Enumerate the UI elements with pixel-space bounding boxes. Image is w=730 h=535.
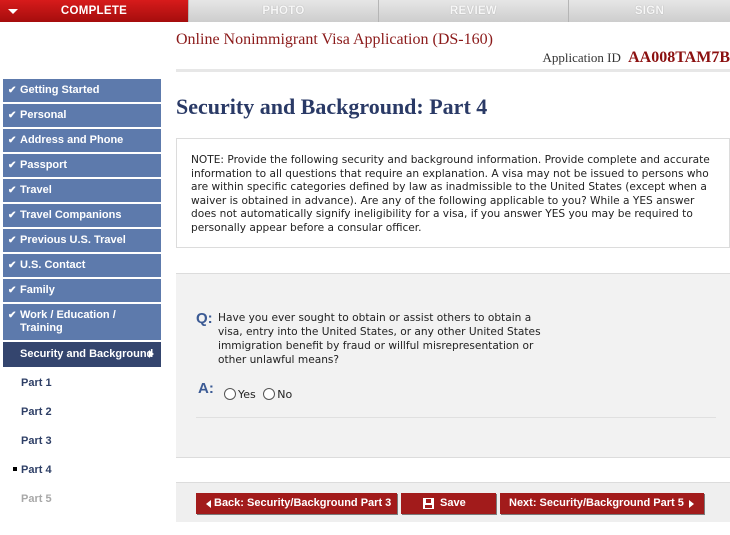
step-sign[interactable] (568, 0, 730, 22)
application-id-value: AA008TAM7B (628, 49, 730, 66)
sidebar-item-label: Getting Started (20, 84, 100, 96)
checkmark-icon: ✔ (8, 110, 17, 121)
sidebar-item-passport[interactable] (3, 154, 161, 179)
page-title: Security and Background: Part 4 (176, 94, 488, 119)
sidebar-item-address-phone[interactable] (3, 129, 161, 154)
save-button[interactable] (401, 493, 496, 514)
save-button-label: Save (440, 497, 466, 509)
step-review[interactable] (378, 0, 568, 22)
step-photo-label: PHOTO (262, 5, 305, 17)
checkmark-icon: ✔ (8, 235, 17, 246)
sidebar-item-security-background[interactable] (3, 342, 161, 369)
step-photo[interactable] (188, 0, 378, 22)
checkmark-icon: ✔ (8, 85, 17, 96)
sidebar-subitem-part-4[interactable] (3, 456, 161, 485)
sidebar-subitem-part-5: Part 5 (21, 493, 52, 505)
sidebar-item-label: Family (20, 284, 55, 296)
back-button-label: Back: Security/Background Part 3 (214, 497, 392, 509)
sidebar-subitem-part-3[interactable]: Part 3 (21, 435, 52, 447)
sidebar-item-label: Previous U.S. Travel (20, 234, 126, 246)
answer-option-no[interactable] (263, 388, 292, 401)
sidebar-item-label: Personal (20, 109, 67, 121)
question-label: Q: (196, 310, 213, 327)
sidebar-item-getting-started[interactable] (3, 79, 161, 104)
note-text: NOTE: Provide the following security and background information. Provide complete and accurate information to all questions that require an explanation. A visa may not be issued to persons who are within specific categories defined by law as inadmissible to the United States (except when a waiver is obtained in advance). Are any of the following applicable to you? While a YES answer does not automatically signify ineligibility for a visa, if you answer YES you may be required to personally appear before a consular officer. (191, 154, 710, 234)
next-button-label: Next: Security/Background Part 5 (509, 497, 684, 509)
question-text: Have you ever sought to obtain or assist others to obtain a visa, entry into the United States, or any other United States immigration benefit by fraud or willful misrepresentation or other unlawful means? (218, 312, 541, 366)
application-id (542, 49, 730, 67)
radio-yes-label: Yes (238, 387, 256, 401)
step-complete-label: COMPLETE (60, 5, 128, 17)
note-box (176, 138, 730, 248)
sidebar (3, 79, 161, 514)
radio-no[interactable] (263, 388, 275, 400)
question-panel (176, 273, 730, 458)
checkmark-icon: ✔ (8, 160, 17, 171)
sidebar-subitem-part-1[interactable]: Part 1 (21, 377, 52, 389)
sidebar-subitem-label: Part 4 (21, 464, 52, 476)
back-button[interactable] (196, 493, 397, 514)
sidebar-item-label: Travel Companions (20, 209, 122, 221)
answer-radio-group (224, 387, 296, 401)
chevron-right-icon (689, 500, 694, 508)
sidebar-item-label: Security and Background (20, 348, 154, 360)
answer-option-yes[interactable] (224, 388, 256, 401)
sidebar-item-travel-companions[interactable] (3, 204, 161, 229)
sidebar-item-travel[interactable] (3, 179, 161, 204)
checkmark-icon: ✔ (8, 260, 17, 271)
sidebar-item-previous-us-travel[interactable] (3, 229, 161, 254)
checkmark-icon: ✔ (8, 310, 17, 321)
sidebar-item-label: Work / Education / Training (20, 309, 116, 334)
current-marker-icon (13, 467, 17, 471)
answer-label: A: (198, 380, 214, 397)
chevron-right-icon (149, 350, 154, 358)
sidebar-item-label: Address and Phone (20, 134, 124, 146)
step-sign-label: SIGN (634, 5, 665, 17)
application-id-label: Application ID (542, 50, 621, 65)
sidebar-item-personal[interactable] (3, 104, 161, 129)
sidebar-subitem-part-2[interactable]: Part 2 (21, 406, 52, 418)
sidebar-item-family[interactable] (3, 279, 161, 304)
next-button[interactable] (500, 493, 704, 514)
sidebar-item-label: Passport (20, 159, 68, 171)
panel-divider (196, 417, 716, 418)
caret-down-icon (8, 9, 18, 14)
step-complete[interactable] (0, 0, 188, 22)
sidebar-item-us-contact[interactable] (3, 254, 161, 279)
sidebar-item-label: Travel (20, 184, 52, 196)
header-divider (176, 69, 730, 72)
radio-yes[interactable] (224, 388, 236, 400)
radio-no-label: No (277, 387, 293, 401)
save-disk-icon (423, 498, 434, 509)
button-bar (176, 482, 730, 522)
step-bar (0, 0, 730, 22)
checkmark-icon: ✔ (8, 185, 17, 196)
checkmark-icon: ✔ (8, 135, 17, 146)
chevron-left-icon (206, 500, 211, 508)
step-review-label: REVIEW (449, 5, 498, 17)
sidebar-item-label: U.S. Contact (20, 259, 86, 271)
sidebar-item-work-education-training[interactable] (3, 304, 161, 342)
checkmark-icon: ✔ (8, 210, 17, 221)
application-title: Online Nonimmigrant Visa Application (DS-160) (176, 31, 493, 48)
checkmark-icon: ✔ (8, 285, 17, 296)
